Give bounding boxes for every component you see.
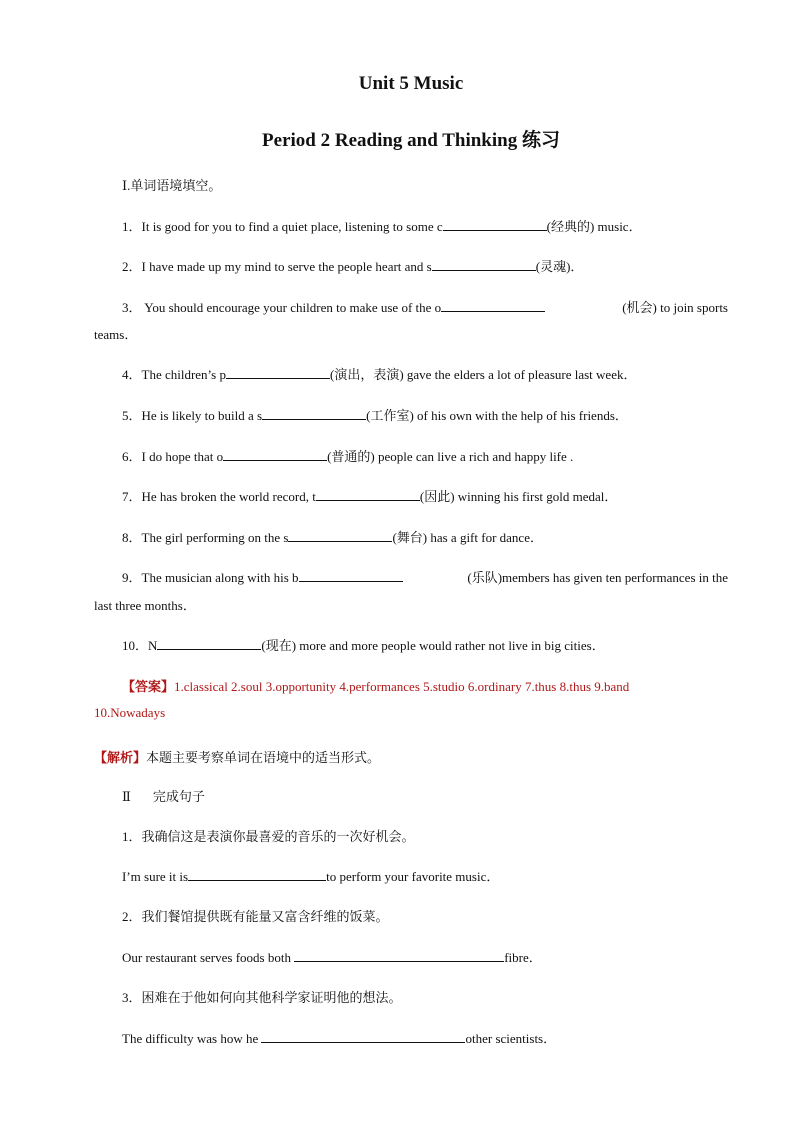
item-text-end: fibre． [504, 950, 542, 965]
fill-item-6 [122, 448, 573, 466]
item-text: 2．I have made up my mind to serve the people heart and s [122, 259, 432, 274]
translate-item-1 [122, 868, 499, 886]
item-text: I’m sure it is [122, 869, 189, 884]
item-text: Our restaurant serves foods both [122, 950, 295, 965]
item-text: 3． You should encourage your children to make use of the o [122, 300, 442, 315]
period-title: Period 2 Reading and Thinking 练习 [262, 130, 560, 151]
answer-blank[interactable] [441, 299, 545, 312]
item-hint: (因此) winning his first gold medal． [419, 489, 618, 504]
item-text: 8．The girl performing on the s [122, 530, 289, 545]
item-text: 7．He has broken the world record, t [122, 489, 316, 504]
section1-heading: Ⅰ.单词语境填空。 [122, 178, 222, 193]
fill-item-3 [122, 299, 728, 317]
analysis-label: 【解析】 [94, 750, 147, 765]
answer-blank[interactable] [299, 569, 403, 582]
item-hint: (工作室) of his own with the help of his friends． [366, 408, 628, 423]
answer-key-continued: 10.Nowadays [94, 705, 166, 720]
fill-item-10 [122, 637, 605, 655]
answer-blank[interactable] [443, 218, 547, 231]
section2-title: 完成句子 [152, 789, 205, 804]
answer-blank[interactable] [288, 529, 392, 542]
answer-key [122, 678, 629, 696]
translate-item-1-prompt: 1．我确信这是表演你最喜爱的音乐的一次好机会。 [122, 829, 415, 844]
answer-blank[interactable] [188, 868, 326, 881]
item-text: 6．I do hope that o [122, 449, 224, 464]
item-hint: (舞台) has a gift for dance． [392, 530, 543, 545]
fill-item-5 [122, 407, 628, 425]
item-text: 10．N [122, 638, 158, 653]
fill-item-7 [122, 488, 617, 506]
item-hint: (演出，表演) gave the elders a lot of pleasure last week． [329, 367, 637, 382]
item-text: 1．It is good for you to find a quiet place, listening to some c [122, 219, 443, 234]
item-hint: (灵魂)． [535, 259, 584, 274]
answer-blank[interactable] [316, 488, 420, 501]
fill-item-3-continued: teams． [94, 327, 138, 342]
item-text-end: to perform your favorite music． [326, 869, 500, 884]
item-text: 9．The musician along with his b [122, 570, 299, 585]
answer-blank[interactable] [262, 407, 366, 420]
answer-blank[interactable] [157, 637, 261, 650]
translate-item-2-prompt: 2．我们餐馆提供既有能量又富含纤维的饭菜。 [122, 909, 389, 924]
translate-item-2 [122, 949, 542, 967]
item-hint: (乐队)members has given ten performances in the [467, 570, 728, 585]
item-hint: (普通的) people can live a rich and happy life . [327, 449, 574, 464]
section2-heading [122, 788, 205, 806]
analysis [94, 749, 380, 767]
item-hint: (经典的) music． [546, 219, 642, 234]
answer-blank[interactable] [223, 448, 327, 461]
fill-item-9 [122, 569, 728, 587]
fill-item-9-continued: last three months． [94, 598, 196, 613]
analysis-text: 本题主要考察单词在语境中的适当形式。 [146, 750, 381, 765]
answer-blank[interactable] [294, 949, 504, 962]
translate-item-3-prompt: 3．困难在于他如何向其他科学家证明他的想法。 [122, 990, 402, 1005]
item-text-end: other scientists． [465, 1031, 557, 1046]
fill-item-8 [122, 529, 543, 547]
answer-blank[interactable] [432, 258, 536, 271]
answer-text: 1.classical 2.soul 3.opportunity 4.performances 5.studio 6.ordinary 7.thus 8.thus 9.band [174, 679, 630, 694]
fill-item-1 [122, 218, 642, 236]
fill-item-4 [122, 366, 636, 384]
item-hint: (机会) to join sports [622, 300, 728, 315]
answer-blank[interactable] [261, 1030, 465, 1043]
translate-item-3 [122, 1030, 556, 1048]
item-text: 5．He is likely to build a s [122, 408, 263, 423]
answer-blank[interactable] [226, 366, 330, 379]
fill-item-2 [122, 258, 583, 276]
section2-number: Ⅱ [122, 789, 131, 804]
item-text: 4．The children’s p [122, 367, 226, 382]
item-text: The difficulty was how he [122, 1031, 262, 1046]
item-hint: (现在) more and more people would rather not live in big cities． [261, 638, 605, 653]
answer-label: 【答案】 [122, 679, 175, 694]
unit-title: Unit 5 Music [358, 73, 464, 94]
